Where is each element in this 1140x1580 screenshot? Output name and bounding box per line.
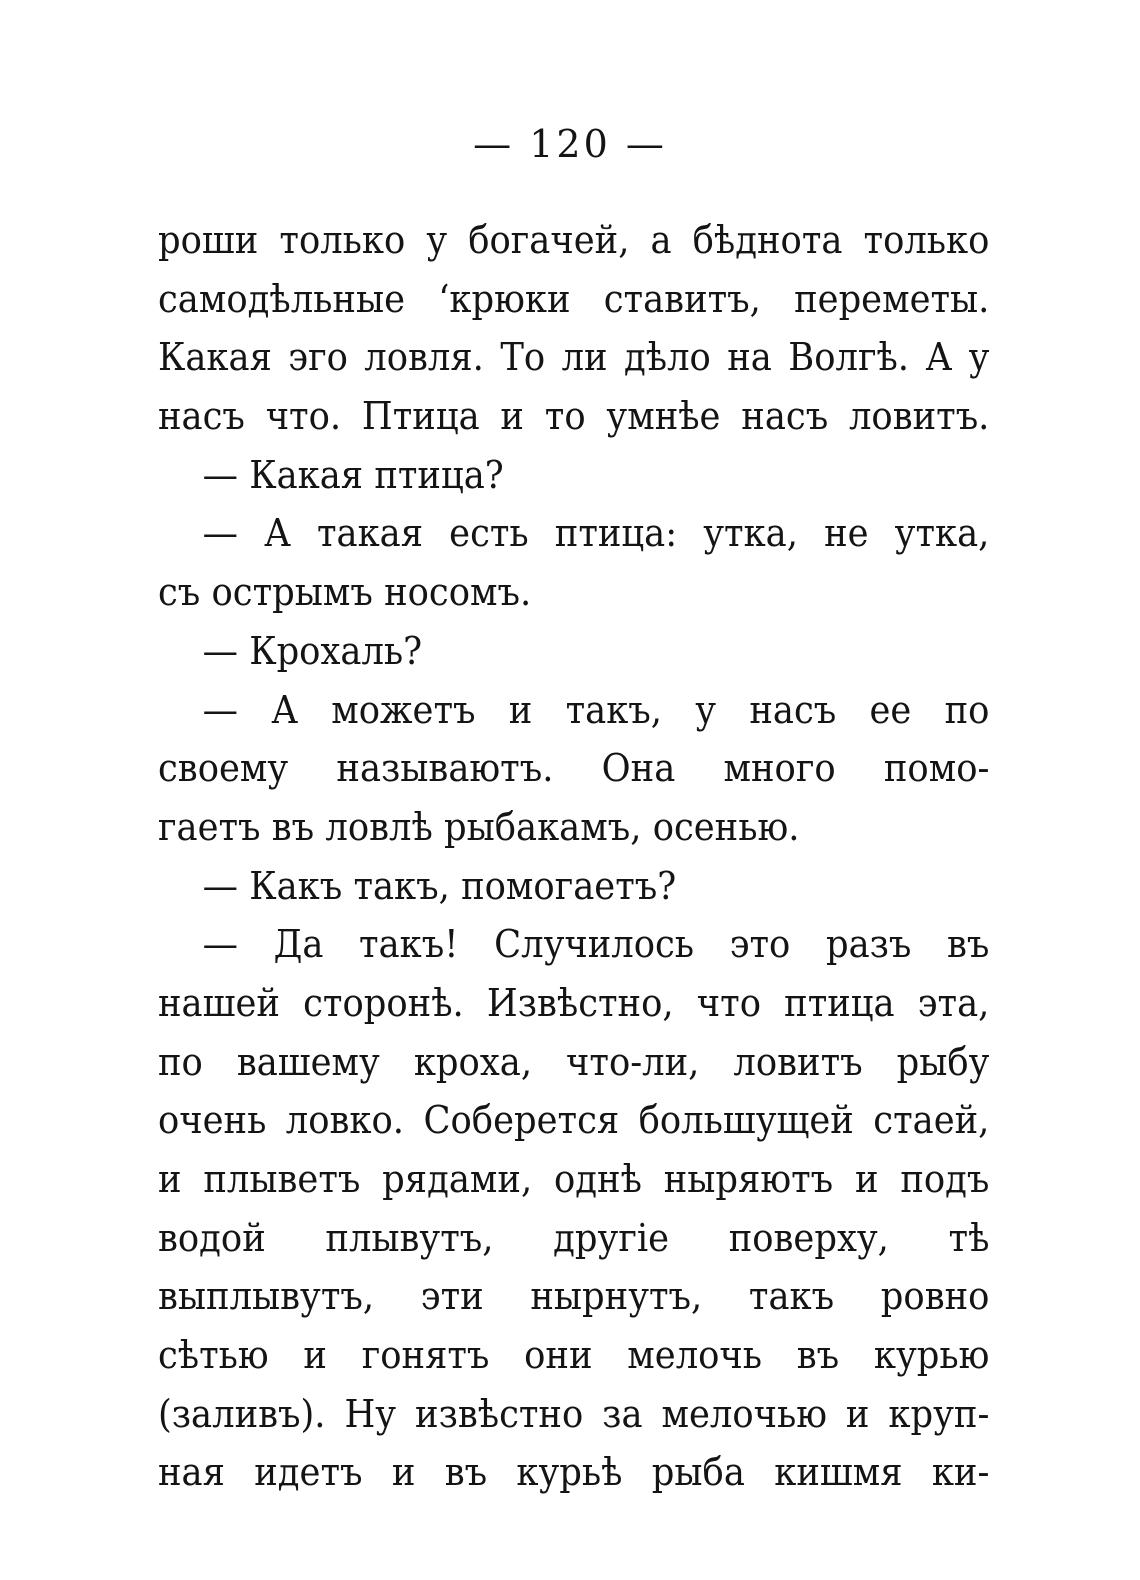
text-line: очень ловко. Соберется большущей стаей, [158,1098,990,1143]
text-line: выплывутъ, эти нырнутъ, такъ ровно [158,1274,990,1319]
text-body [158,211,990,1502]
text-line: сѣтью и гонятъ они мелочь въ курью [158,1333,990,1378]
text-line: — А можетъ и такъ, у насъ ее по [202,687,990,732]
text-line: роши только у богачей, а бѣднота только [158,218,990,262]
text-line: ная идетъ и въ курьѣ рыба кишмя ки- [158,1450,990,1495]
text-line: — А такая есть птица: утка, не утка, [202,511,990,556]
text-line: — Какая птица? [202,452,504,497]
text-line: своему называютъ. Она много помо- [158,746,990,791]
text-line: водой плывутъ, другіе поверху, тѣ [158,1215,990,1260]
text-line: съ острымъ носомъ. [158,570,532,615]
text-line: — Да такъ! Случилось это разъ въ [202,922,990,967]
text-line: насъ что. Птица и то умнѣе насъ ловитъ. [158,394,990,439]
text-line: Какая эго ловля. То ли дѣло на Волгѣ. А у [158,335,990,380]
text-line: (заливъ). Ну извѣстно за мелочью и круп- [158,1391,990,1436]
text-line: гаетъ въ ловлѣ рыбакамъ, осенью. [158,804,800,849]
page-number: — 120 — [473,122,667,166]
text-line: по вашему кроха, что-ли, ловитъ рыбу [158,1039,990,1084]
text-line: самодѣльные ‘крюки ставитъ, переметы. [158,276,990,321]
text-line: — Какъ такъ, помогаетъ? [202,863,677,908]
text-line: и плыветъ рядами, однѣ ныряютъ и подъ [158,1157,990,1201]
text-line: нашей сторонѣ. Извѣстно, что птица эта, [158,980,990,1025]
text-line: — Крохаль? [202,628,423,673]
